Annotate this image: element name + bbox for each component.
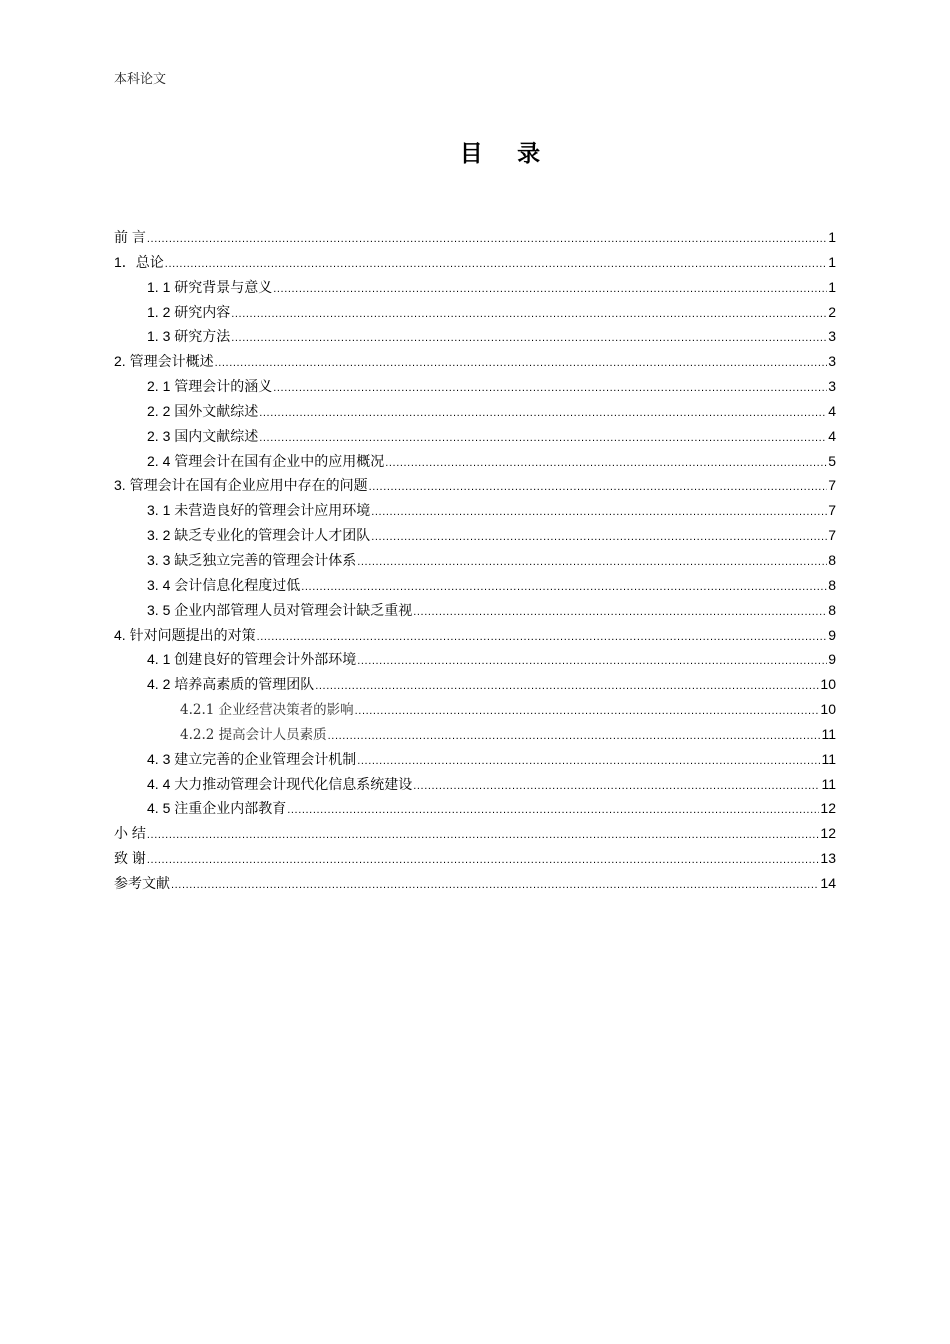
toc-entry[interactable]	[114, 324, 836, 349]
toc-entry[interactable]	[114, 697, 836, 722]
toc-entry-title: 4. 1 创建良好的管理会计外部环境	[147, 651, 357, 668]
toc-entry-title: 4.2.1 企业经营决策者的影响	[180, 702, 354, 719]
toc-entry-page-number: 1	[828, 253, 836, 270]
toc-entry-page-number: 11	[821, 750, 836, 767]
toc-entry-title: 1. 1 研究背景与意义	[147, 278, 273, 295]
toc-dot-leader	[165, 252, 827, 277]
toc-dot-leader	[147, 848, 820, 873]
toc-entry[interactable]	[114, 424, 836, 449]
toc-entry[interactable]	[114, 623, 836, 648]
toc-entry-title: 4.2.2 提高会计人员素质	[180, 726, 327, 743]
toc-dot-leader	[273, 376, 827, 401]
toc-dot-leader	[357, 649, 827, 674]
toc-entry-title: 1．总论	[114, 253, 164, 270]
toc-dot-leader	[369, 475, 828, 500]
toc-entry[interactable]	[114, 846, 836, 871]
toc-entry-title: 3. 管理会计在国有企业应用中存在的问题	[114, 477, 368, 494]
toc-entry-page-number: 12	[820, 800, 836, 817]
toc-entry-title: 3. 1 未营造良好的管理会计应用环境	[147, 502, 371, 519]
toc-entry-page-number: 9	[828, 626, 836, 643]
toc-entry-title: 3. 5 企业内部管理人员对管理会计缺乏重视	[147, 601, 413, 618]
toc-dot-leader	[355, 699, 820, 724]
toc-dot-leader	[171, 873, 819, 898]
toc-dot-leader	[231, 302, 827, 327]
toc-entry-title: 2. 1 管理会计的涵义	[147, 378, 273, 395]
toc-entry[interactable]	[114, 225, 836, 250]
page-title: 目 录	[459, 140, 555, 166]
toc-entry[interactable]	[114, 498, 836, 523]
toc-dot-leader	[231, 326, 827, 351]
toc-entry[interactable]	[114, 747, 836, 772]
toc-entry-page-number: 14	[820, 874, 836, 891]
toc-entry-page-number: 12	[820, 825, 836, 842]
toc-entry[interactable]	[114, 349, 836, 374]
toc-entry-page-number: 4	[828, 427, 836, 444]
toc-dot-leader	[273, 277, 827, 302]
toc-dot-leader	[413, 774, 820, 799]
toc-entry-title: 4. 2 培养高素质的管理团队	[147, 676, 315, 693]
toc-dot-leader	[147, 227, 827, 252]
toc-entry[interactable]	[114, 573, 836, 598]
toc-entry-page-number: 11	[821, 775, 836, 792]
toc-dot-leader	[357, 550, 827, 575]
toc-entry-title: 致 谢	[114, 850, 146, 867]
toc-entry[interactable]	[114, 399, 836, 424]
toc-entry-page-number: 3	[828, 378, 836, 395]
toc-entry[interactable]	[114, 300, 836, 325]
toc-entry-title: 4. 5 注重企业内部教育	[147, 800, 287, 817]
toc-entry-title: 4. 3 建立完善的企业管理会计机制	[147, 750, 357, 767]
toc-entry-page-number: 5	[828, 452, 836, 469]
toc-entry-page-number: 10	[820, 701, 836, 718]
toc-entry-title: 参考文献	[114, 874, 170, 891]
toc-entry-title: 3. 4 会计信息化程度过低	[147, 576, 301, 593]
toc-entry-page-number: 4	[828, 402, 836, 419]
toc-dot-leader	[371, 525, 827, 550]
toc-dot-leader	[287, 798, 819, 823]
toc-entry[interactable]	[114, 672, 836, 697]
toc-entry-page-number: 8	[828, 601, 836, 618]
toc-entry-title: 1. 3 研究方法	[147, 328, 231, 345]
toc-dot-leader	[328, 724, 821, 749]
toc-entry[interactable]	[114, 772, 836, 797]
toc-entry[interactable]	[114, 722, 836, 747]
toc-entry[interactable]	[114, 275, 836, 300]
toc-entry-title: 2. 2 国外文献综述	[147, 402, 259, 419]
toc-entry-title: 2. 3 国内文献综述	[147, 427, 259, 444]
toc-entry-page-number: 1	[828, 278, 836, 295]
toc-entry-title: 2. 管理会计概述	[114, 353, 214, 370]
toc-entry-page-number: 2	[828, 303, 836, 320]
toc-dot-leader	[257, 625, 828, 650]
toc-entry-page-number: 1	[828, 229, 836, 245]
toc-entry[interactable]	[114, 548, 836, 573]
toc-entry-page-number: 9	[828, 651, 836, 668]
toc-entry[interactable]	[114, 374, 836, 399]
toc-dot-leader	[315, 674, 819, 699]
page-header: 本科论文	[114, 72, 167, 87]
toc-entry-page-number: 7	[828, 477, 836, 494]
toc-entry-page-number: 7	[828, 502, 836, 519]
toc-dot-leader	[385, 451, 827, 476]
toc-dot-leader	[259, 401, 827, 426]
toc-entry-page-number: 8	[828, 551, 836, 568]
toc-entry[interactable]	[114, 598, 836, 623]
toc-entry[interactable]	[114, 796, 836, 821]
toc-dot-leader	[147, 823, 820, 848]
toc-entry[interactable]	[114, 449, 836, 474]
toc-dot-leader	[413, 600, 827, 625]
toc-entry-page-number: 3	[828, 353, 836, 370]
toc-entry-page-number: 11	[821, 725, 836, 742]
table-of-contents	[114, 225, 836, 896]
toc-entry-title: 小 结	[114, 825, 146, 842]
toc-entry-page-number: 13	[820, 850, 836, 867]
toc-entry[interactable]	[114, 250, 836, 275]
toc-entry-title: 2. 4 管理会计在国有企业中的应用概况	[147, 452, 385, 469]
toc-entry-title: 4. 4 大力推动管理会计现代化信息系统建设	[147, 775, 413, 792]
toc-entry-page-number: 8	[828, 576, 836, 593]
toc-dot-leader	[371, 500, 827, 525]
toc-entry[interactable]	[114, 473, 836, 498]
toc-entry[interactable]	[114, 647, 836, 672]
toc-dot-leader	[301, 575, 827, 600]
toc-entry-page-number: 7	[828, 527, 836, 544]
toc-entry-page-number: 10	[820, 676, 836, 693]
toc-entry[interactable]	[114, 821, 836, 846]
toc-dot-leader	[215, 351, 828, 376]
toc-entry-title: 3. 3 缺乏独立完善的管理会计体系	[147, 551, 357, 568]
toc-dot-leader	[259, 426, 827, 451]
toc-entry-title: 4. 针对问题提出的对策	[114, 626, 256, 643]
toc-entry[interactable]	[114, 871, 836, 896]
toc-dot-leader	[357, 749, 820, 774]
toc-entry[interactable]	[114, 523, 836, 548]
toc-entry-title: 前 言	[114, 229, 146, 245]
toc-entry-page-number: 3	[828, 328, 836, 345]
toc-entry-title: 3. 2 缺乏专业化的管理会计人才团队	[147, 527, 371, 544]
toc-entry-title: 1. 2 研究内容	[147, 303, 231, 320]
